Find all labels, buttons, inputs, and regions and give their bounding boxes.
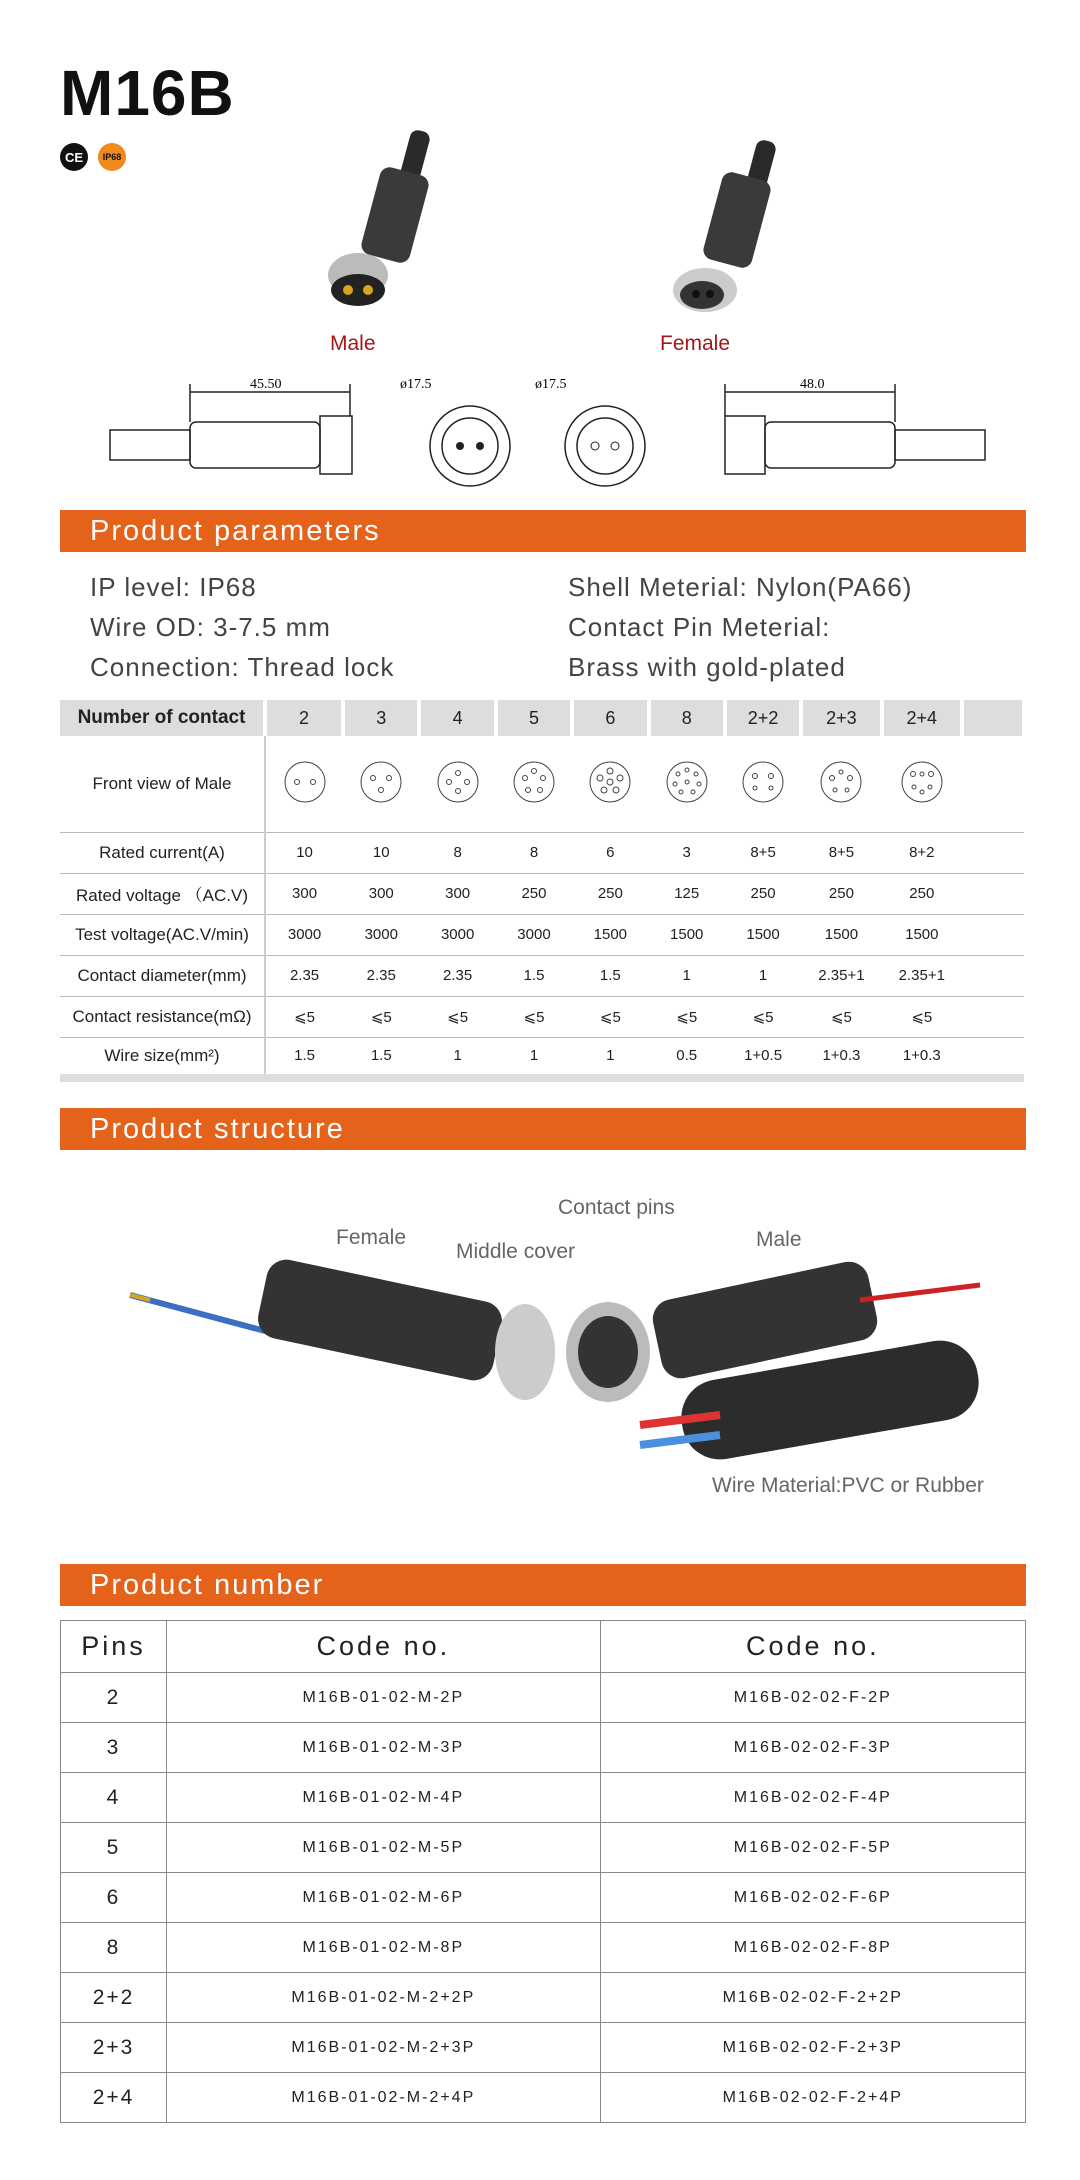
table-cell: M16B-02-02-F-3P [600, 1723, 1025, 1773]
table-cell: M16B-02-02-F-6P [600, 1873, 1025, 1923]
table-row [61, 1773, 1026, 1823]
param-ip: IP level: IP68 [90, 572, 257, 602]
table-cell: M16B-01-02-M-8P [167, 1923, 601, 1973]
table-cell [962, 873, 1024, 914]
table-cell: 3000 [496, 914, 572, 955]
table-cell: 2+3 [61, 2023, 167, 2073]
pin-layout-icon [496, 736, 572, 832]
table-cell: 10 [265, 832, 343, 873]
table-row [60, 996, 1024, 1037]
table-cell: M16B-01-02-M-6P [167, 1873, 601, 1923]
pin-layout-icon [725, 736, 801, 832]
table-cell: 1 [649, 955, 725, 996]
table-cell: M16B-01-02-M-2+2P [167, 1973, 601, 2023]
table-cell: 8+2 [882, 832, 962, 873]
table-cell: 250 [496, 873, 572, 914]
page-title: M16B [60, 57, 235, 129]
pin-layout-icon [572, 736, 648, 832]
table-cell: 1500 [725, 914, 801, 955]
table-cell: 250 [882, 873, 962, 914]
table-cell [962, 736, 1024, 832]
table-cell: ⩽5 [419, 996, 495, 1037]
table-cell: ⩽5 [572, 996, 648, 1037]
table-cell: 1500 [882, 914, 962, 955]
table-cell: 125 [649, 873, 725, 914]
table-cell: 3 [61, 1723, 167, 1773]
table-cell: 1 [572, 1037, 648, 1078]
table-row [61, 1873, 1026, 1923]
table-cell: M16B-01-02-M-2+4P [167, 2073, 601, 2123]
table-row [61, 2073, 1026, 2123]
table-row [61, 1723, 1026, 1773]
label-female: Female [336, 1226, 407, 1249]
section-product-structure: Product structure [60, 1108, 1026, 1150]
table-cell: 1+0.5 [725, 1037, 801, 1078]
table-row [61, 1621, 1026, 1673]
col-code-female: Code no. [600, 1621, 1025, 1673]
female-length-dim: 48.0 [800, 377, 825, 392]
col-header: 2+2 [725, 700, 801, 736]
table-cell: 1500 [801, 914, 881, 955]
param-wire: Wire OD: 3-7.5 mm [90, 612, 331, 642]
table-cell: 2.35+1 [882, 955, 962, 996]
table-cell: M16B-02-02-F-2P [600, 1673, 1025, 1723]
table-cell [962, 700, 1024, 736]
table-cell: 1 [725, 955, 801, 996]
code-table [60, 1620, 1026, 2123]
table-cell: 2+2 [61, 1973, 167, 2023]
ip68-badge-icon: IP68 [98, 143, 126, 171]
table-cell: 6 [61, 1873, 167, 1923]
table-cell: 2.35 [265, 955, 343, 996]
table-row [60, 832, 1024, 873]
table-cell: 8 [419, 832, 495, 873]
table-cell: 300 [419, 873, 495, 914]
table-cell: 0.5 [649, 1037, 725, 1078]
table-row [61, 1973, 1026, 2023]
table-cell: 8+5 [725, 832, 801, 873]
table-cell: 1 [419, 1037, 495, 1078]
table-cell: 1.5 [572, 955, 648, 996]
table-cell [962, 996, 1024, 1037]
table-cell: ⩽5 [725, 996, 801, 1037]
table-cell [962, 1037, 1024, 1078]
table-cell: 6 [572, 832, 648, 873]
table-cell: M16B-01-02-M-2+3P [167, 2023, 601, 2073]
table-row [61, 2023, 1026, 2073]
front-view-label: Front view of Male [60, 736, 265, 832]
male-length-dim: 45.50 [250, 377, 282, 392]
table-cell [962, 914, 1024, 955]
table-cell: 2 [61, 1673, 167, 1723]
female-label: Female [660, 332, 731, 355]
male-connector-image [300, 130, 460, 330]
table-row [60, 736, 1024, 832]
table-cell: 8 [61, 1923, 167, 1973]
table-row [60, 700, 1024, 736]
table-row [60, 873, 1024, 914]
col-header: 8 [649, 700, 725, 736]
table-row [61, 1673, 1026, 1723]
female-diameter-dim: ø17.5 [535, 377, 567, 392]
col-header: 2 [265, 700, 343, 736]
table-cell: ⩽5 [343, 996, 419, 1037]
table-cell: ⩽5 [801, 996, 881, 1037]
section-product-parameters: Product parameters [60, 510, 1026, 552]
col-header: 4 [419, 700, 495, 736]
table-cell: 1 [496, 1037, 572, 1078]
table-cell: 3000 [343, 914, 419, 955]
col-code-male: Code no. [167, 1621, 601, 1673]
col-header: 2+3 [801, 700, 881, 736]
table-cell: 1.5 [343, 1037, 419, 1078]
table-cell: ⩽5 [496, 996, 572, 1037]
table-cell: 3000 [419, 914, 495, 955]
param-connection: Connection: Thread lock [90, 652, 395, 682]
row-label: Contact resistance(mΩ) [60, 996, 265, 1037]
table-cell: ⩽5 [265, 996, 343, 1037]
table-cell: 2.35 [343, 955, 419, 996]
dimension-drawings [100, 370, 1000, 490]
section-product-number: Product number [60, 1564, 1026, 1606]
table-cell: 5 [61, 1823, 167, 1873]
table-row [60, 914, 1024, 955]
table-cell: 2+4 [61, 2073, 167, 2123]
col-header: 2+4 [882, 700, 962, 736]
label-contact-pins: Contact pins [558, 1196, 675, 1219]
label-male: Male [756, 1228, 802, 1251]
row-label: Test voltage(AC.V/min) [60, 914, 265, 955]
table-cell: M16B-02-02-F-4P [600, 1773, 1025, 1823]
table-cell: M16B-01-02-M-4P [167, 1773, 601, 1823]
param-pin-1: Contact Pin Meterial: [568, 612, 831, 642]
table-cell: 300 [343, 873, 419, 914]
table-cell: 1500 [649, 914, 725, 955]
table-row [61, 1923, 1026, 1973]
table-cell: 2.35+1 [801, 955, 881, 996]
table-cell: 1+0.3 [801, 1037, 881, 1078]
table-cell: M16B-02-02-F-2+2P [600, 1973, 1025, 2023]
row-label: Rated voltage （AC.V) [60, 873, 265, 914]
table-cell [962, 955, 1024, 996]
table-cell: M16B-02-02-F-2+4P [600, 2073, 1025, 2123]
table-cell [962, 832, 1024, 873]
pin-layout-icon [265, 736, 343, 832]
table-cell: M16B-01-02-M-3P [167, 1723, 601, 1773]
male-diameter-dim: ø17.5 [400, 377, 432, 392]
table-cell: 3 [649, 832, 725, 873]
structure-image [120, 1240, 1000, 1480]
table-cell: 250 [572, 873, 648, 914]
male-label: Male [330, 332, 376, 355]
table-cell: M16B-01-02-M-2P [167, 1673, 601, 1723]
pin-layout-icon [882, 736, 962, 832]
table-cell: 300 [265, 873, 343, 914]
table-cell: 2.35 [419, 955, 495, 996]
table-row [60, 955, 1024, 996]
label-middle-cover: Middle cover [456, 1240, 576, 1263]
table-cell: M16B-01-02-M-5P [167, 1823, 601, 1873]
pin-layout-icon [419, 736, 495, 832]
table-cell: 1+0.3 [882, 1037, 962, 1078]
row-label: Wire size(mm²) [60, 1037, 265, 1078]
pin-layout-icon [801, 736, 881, 832]
table-cell: 1500 [572, 914, 648, 955]
spec-header: Number of contact [60, 700, 265, 736]
col-header: 3 [343, 700, 419, 736]
table-cell: M16B-02-02-F-2+3P [600, 2023, 1025, 2073]
table-cell: 3000 [265, 914, 343, 955]
ce-mark-icon: CE [60, 143, 88, 171]
table-cell: ⩽5 [882, 996, 962, 1037]
pin-layout-icon [649, 736, 725, 832]
table-row [61, 1823, 1026, 1873]
table-row [60, 1037, 1024, 1078]
table-cell: 1.5 [265, 1037, 343, 1078]
female-connector-image [650, 130, 810, 330]
col-header: 6 [572, 700, 648, 736]
table-cell: 10 [343, 832, 419, 873]
col-header: 5 [496, 700, 572, 736]
label-wire-material: Wire Material:PVC or Rubber [712, 1474, 984, 1497]
row-label: Contact diameter(mm) [60, 955, 265, 996]
table-cell: 1.5 [496, 955, 572, 996]
spec-table [60, 700, 1026, 1082]
table-cell: 8 [496, 832, 572, 873]
row-label: Rated current(A) [60, 832, 265, 873]
table-cell: ⩽5 [649, 996, 725, 1037]
table-cell: M16B-02-02-F-8P [600, 1923, 1025, 1973]
col-pins: Pins [61, 1621, 167, 1673]
table-cell: M16B-02-02-F-5P [600, 1823, 1025, 1873]
table-cell: 4 [61, 1773, 167, 1823]
pin-layout-icon [343, 736, 419, 832]
param-shell: Shell Meterial: Nylon(PA66) [568, 572, 913, 602]
param-pin-2: Brass with gold-plated [568, 652, 846, 682]
table-cell: 8+5 [801, 832, 881, 873]
table-cell: 250 [801, 873, 881, 914]
table-cell: 250 [725, 873, 801, 914]
